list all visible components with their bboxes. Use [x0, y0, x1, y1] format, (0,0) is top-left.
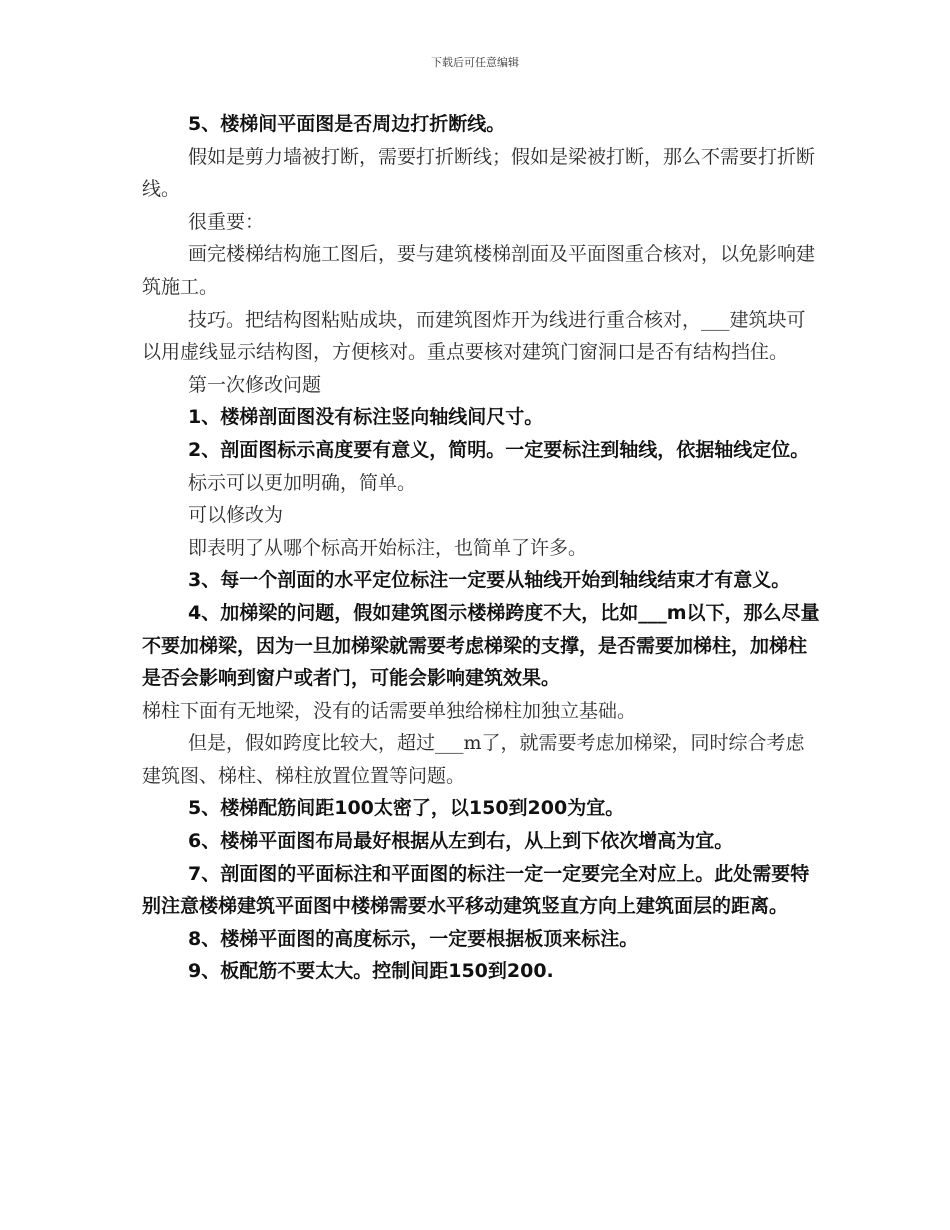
paragraph: 8、楼梯平面图的高度标示，一定要根据板顶来标注。 [188, 927, 639, 950]
paragraph: 9、板配筋不要太大。控制间距150到200. [188, 960, 554, 983]
paragraph: 2、剖面图标示高度要有意义，简明。一定要标注到轴线，依据轴线定位。 [188, 438, 810, 461]
paragraph: 5、楼梯间平面图是否周边打折断线。 [188, 113, 506, 135]
paragraph: 6、楼梯平面图布局最好根据从左到右，从上到下依次增高为宜。 [188, 830, 734, 853]
paragraph: 梯柱下面有无地梁，没有的话需要单独给梯柱加独立基础。 [142, 699, 637, 722]
paragraph: 4、加梯梁的问题，假如建筑图示楼梯跨度不大，比如___m以下，那么尽量不要加梯梁，因为一旦加梯梁就需要考虑梯梁的支撑，是否需要加梯柱，加梯柱是否会影响到窗户或者门，可能会影响建筑效果。 [142, 601, 820, 690]
paragraph: 3、每一个剖面的水平定位标注一定要从轴线开始到轴线结束才有意义。 [188, 569, 791, 592]
paragraph: 即表明了从哪个标高开始标注，也简单了许多。 [188, 536, 588, 559]
paragraph: 5、楼梯配筋间距100太密了，以150到200为宜。 [188, 797, 625, 820]
paragraph: 很重要： [188, 210, 265, 233]
page-header: 下载后可任意编辑 [431, 56, 519, 69]
paragraph: 可以修改为 [188, 504, 284, 527]
paragraph: 技巧。把结构图粘贴成块，而建筑图炸开为线进行重合核对，___建筑块可以用虚线显示结构图，方便核对。重点要核对建筑门窗洞口是否有结构挡住。 [142, 308, 806, 364]
paragraph: 但是，假如跨度比较大，超过___m了，就需要考虑加梯梁，同时综合考虑建筑图、梯柱、梯柱放置位置等问题。 [142, 732, 805, 787]
paragraph: 假如是剪力墙被打断，需要打折断线；假如是梁被打断，那么不需要打折断线。 [142, 145, 816, 201]
paragraph: 7、剖面图的平面标注和平面图的标注一定一定要完全对应上。此处需要特别注意楼梯建筑平面图中楼梯需要水平移动建筑竖直方向上建筑面层的距离。 [142, 862, 810, 918]
paragraph: 画完楼梯结构施工图后，要与建筑楼梯剖面及平面图重合核对，以免影响建筑施工。 [142, 243, 816, 298]
section-heading: 第一次修改问题 [188, 373, 322, 396]
paragraph: 1、楼梯剖面图没有标注竖向轴线间尺寸。 [188, 406, 544, 429]
paragraph: 标示可以更加明确，简单。 [188, 471, 417, 494]
document-body [142, 108, 822, 988]
